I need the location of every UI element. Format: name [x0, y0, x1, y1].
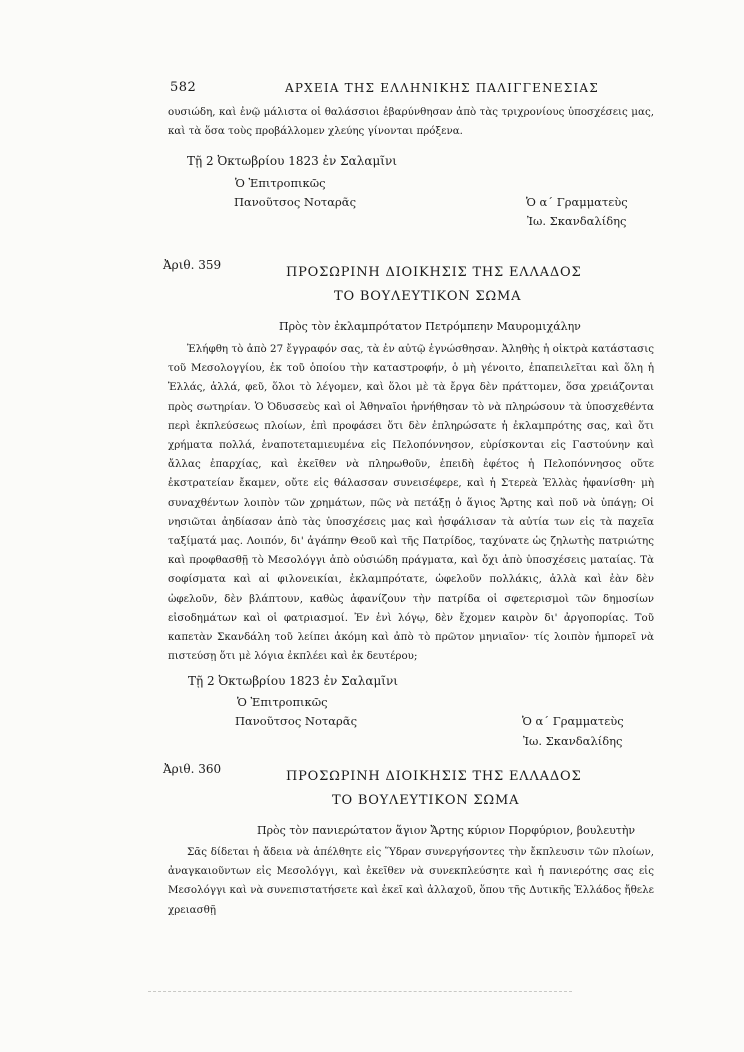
doc360-body: Σᾶς δίδεται ἡ ἄδεια νὰ ἀπέλθητε εἰς Ὕδραν συνεργήσοντες τὴν ἔκπλευσιν τῶν πλοίων, ἀναγκαιοῦντων εἰς Μεσολόγγι, καὶ ἐκεῖθεν νὰ συνεκπλεύσητε καὶ ἡ πανιερότης σας εἰς Μεσολόγγι καὶ νὰ συνεπιστατήσετε καὶ ἐκεῖ καὶ ἀλλαχοῦ, ὅπου τῆς Δυτικῆς Ἑλλάδος ἤθελε χρειασθῇ	[168, 846, 654, 916]
doc360-heading-council: ΤΟ ΒΟΥΛΕΥΤΙΚΟΝ ΣΩΜΑ	[332, 793, 520, 808]
doc359-heading-council: ΤΟ ΒΟΥΛΕΥΤΙΚΟΝ ΣΩΜΑ	[334, 289, 522, 304]
page-number: 582	[170, 80, 197, 95]
continuation-signer-right-name: Ἰω. Σκανδαλίδης	[527, 214, 627, 228]
continuation-signer-right-title: Ὁ α΄ Γραμματεὺς	[526, 195, 628, 209]
doc359-heading-government: ΠΡΟΣΩΡΙΝΗ ΔΙΟΙΚΗΣΙΣ ΤΗΣ ΕΛΛΑΔΟΣ	[286, 265, 582, 280]
doc359-signer-left-title: Ὁ Ἐπιτροπικῶς	[237, 695, 328, 709]
scan-edge-rule	[148, 991, 572, 992]
doc359-date-line: Τῇ 2 Ὀκτωβρίου 1823 ἐν Σαλαμῖνι	[188, 674, 398, 688]
doc359-signer-right-name: Ἰω. Σκανδαλίδης	[523, 734, 623, 748]
continuation-paragraph: ουσιώδη, καὶ ἐνῷ μάλιστα οἱ θαλάσσιοι ἐβαρύνθησαν ἀπὸ τὰς τριχρονίους ὑποσχέσεις μας, καὶ τὰ ὅσα τοὺς προβάλλομεν χλεύης γίνονται πρόξενα.	[168, 106, 654, 138]
continuation-signer-left-title: Ὁ Ἐπιτροπικῶς	[235, 176, 326, 190]
doc359-body: Ἐλήφθη τὸ ἀπὸ 27 ἔγγραφόν σας, τὰ ἐν αὐτῷ ἐγνώσθησαν. Ἀληθὴς ἡ οἰκτρὰ κατάστασις τοῦ Μεσολογγίου, ἐκ τοῦ ὁποίου τὴν καταστροφήν, ὁ μὴ γένοιτο, ἐπαπειλεῖται καὶ ὅλη ἡ Ἑλλάς, ἀλλά, φεῦ, ὅλοι τὸ λέγομεν, καὶ ὅλοι μὲ τὰ ἔργα δὲν πράττομεν, ὅσα χρειάζονται πρὸς σωτηρίαν. Ὁ Ὀδυσσεὺς καὶ οἱ Ἀθηναῖοι ἠρνήθησαν τὸ νὰ πληρώσουν τὰ ὑποσχεθέντα περὶ ἐκπλεύσεως πλοίων, ἐπὶ προφάσει ὅτι δὲν ἐπληρώσατε ἡ ἐκλαμπρότης σας, καὶ ὅτι χρήματα πολλά, ἐναποτεταμιευμένα εἰς Πελοπόννησον, εὑρίσκονται εἰς Γαστούνην καὶ ἄλλας ἐπαρχίας, καὶ ἐκεῖθεν νὰ πληρωθοῦν, ἐπειδὴ ἐφέτος ἡ Πελοπόννησος οὔτε ἐκστρατείαν ἔκαμεν, οὔτε εἰς θάλασσαν συνεισέφερε, καὶ ἡ Στερεὰ Ἑλλὰς ἠφανίσθη· μὴ συναχθέντων λοιπὸν τῶν χρημάτων, πῶς νὰ πετάξῃ ὁ ἅγιος Ἄρτης καὶ ποῦ νὰ ὑπάγῃ; Οἱ νησιῶται ἀηδίασαν ἀπὸ τὰς ὑποσχέσεις μας καὶ ἠσφάλισαν τὰ αὐτία των εἰς τὰ παχεῖα ταξίματά μας. Λοιπόν, δι' ἀγάπην Θεοῦ καὶ τῆς Πατρίδος, ταχύνατε ὡς ζηλωτὴς πατριώτης καὶ προφθασθῇ τὸ Μεσολόγγι ἀπὸ οὐσιώδη πράγματα, καὶ ὄχι ἀπὸ ὑποσχέσεις ματαίας. Τὰ σοφίσματα καὶ αἱ φιλονεικίαι, ἐκλαμπρότατε, ὠφελοῦν πολλάκις, ἀλλὰ καὶ ἐὰν δὲν ὠφελοῦν, δὲν βλάπτουν, καθὼς ἀφανίζουν τὴν πατρίδα οἱ σφετερισμοὶ τῶν δημοσίων εἰσοδημάτων καὶ οἱ φατριασμοί. Ἐν ἑνὶ λόγῳ, δὲν ἔχομεν καιρὸν δι' ἀργοπορίας. Τοῦ καπετὰν Σκανδάλη τοῦ λείπει ἀκόμη καὶ ἀπὸ τὸ πρῶτον μηνιαῖον· τίς λοιπὸν ἠμπορεῖ νὰ πιστεύσῃ ὅτι μὲ λόγια ἐκπλέει καὶ ἐκ δευτέρου;	[168, 343, 654, 663]
doc359-signer-left-name: Πανοῦτσος Νοταρᾶς	[235, 714, 358, 728]
doc359-addressee: Πρὸς τὸν ἐκλαμπρότατον Πετρόμπεην Μαυρομιχάλην	[279, 320, 581, 333]
doc360-addressee: Πρὸς τὸν πανιερώτατον ἅγιον Ἄρτης κύριον Πορφύριον, βουλευτὴν	[257, 824, 636, 837]
doc360-number: Ἀριθ. 360	[163, 762, 222, 776]
doc359-number: Ἀριθ. 359	[163, 258, 222, 272]
doc359-signer-right-title: Ὁ α΄ Γραμματεὺς	[522, 714, 624, 728]
running-title: ΑΡΧΕΙΑ ΤΗΣ ΕΛΛΗΝΙΚΗΣ ΠΑΛΙΓΓΕΝΕΣΙΑΣ	[285, 81, 599, 95]
continuation-signer-left-name: Πανοῦτσος Νοταρᾶς	[234, 195, 357, 209]
continuation-date-line: Τῇ 2 Ὀκτωβρίου 1823 ἐν Σαλαμῖνι	[187, 154, 397, 168]
doc360-heading-government: ΠΡΟΣΩΡΙΝΗ ΔΙΟΙΚΗΣΙΣ ΤΗΣ ΕΛΛΑΔΟΣ	[286, 769, 582, 784]
